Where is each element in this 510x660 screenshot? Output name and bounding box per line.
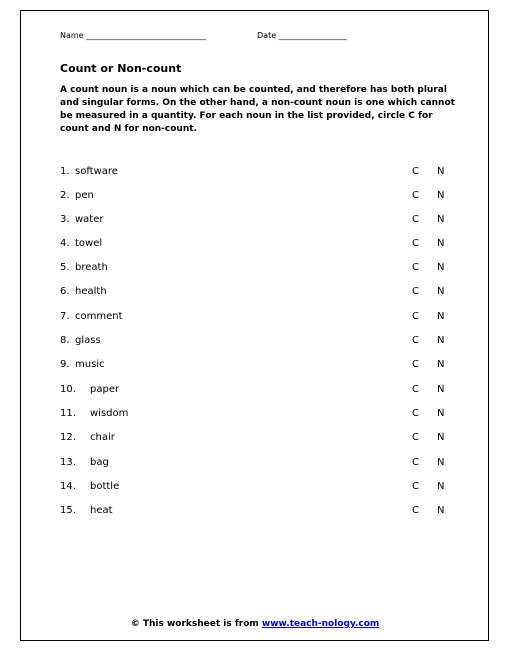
count-option[interactable]: C — [412, 457, 419, 468]
count-option[interactable]: C — [412, 166, 419, 177]
count-option[interactable]: C — [412, 286, 419, 297]
item-number: 14. — [60, 481, 76, 492]
count-option[interactable]: C — [412, 505, 419, 516]
count-option[interactable]: C — [412, 481, 419, 492]
instructions-paragraph: A count noun is a noun which can be counted, and therefore has both plural and singular forms. On the other hand, a non-count noun is one which cannot be measured in a quantity. For each noun in the list provided, circle C for count and N for non-count. — [60, 85, 455, 134]
item-word: glass — [75, 335, 101, 346]
item-number: 11. — [60, 408, 76, 419]
noun-item-1 — [60, 166, 460, 182]
item-number: 2. — [60, 190, 70, 201]
non-count-option[interactable]: N — [437, 359, 445, 370]
non-count-option[interactable]: N — [437, 286, 445, 297]
item-word: software — [75, 166, 118, 177]
name-field-label: Name ______________________________ — [60, 31, 207, 40]
count-option[interactable]: C — [412, 214, 419, 225]
item-number: 13. — [60, 457, 76, 468]
footer-credit — [0, 619, 510, 629]
item-word: wisdom — [90, 408, 129, 419]
non-count-option[interactable]: N — [437, 384, 445, 395]
non-count-option[interactable]: N — [437, 238, 445, 249]
item-word: health — [75, 286, 107, 297]
noun-item-4 — [60, 238, 460, 254]
item-word: breath — [75, 262, 108, 273]
item-number: 4. — [60, 238, 70, 249]
item-word: music — [75, 359, 105, 370]
non-count-option[interactable]: N — [437, 262, 445, 273]
noun-item-12 — [60, 432, 460, 448]
count-option[interactable]: C — [412, 335, 419, 346]
item-number: 1. — [60, 166, 70, 177]
non-count-option[interactable]: N — [437, 457, 445, 468]
noun-item-2 — [60, 190, 460, 206]
noun-item-7 — [60, 311, 460, 327]
non-count-option[interactable]: N — [437, 166, 445, 177]
item-number: 10. — [60, 384, 76, 395]
non-count-option[interactable]: N — [437, 481, 445, 492]
noun-item-9 — [60, 359, 460, 375]
item-word: water — [75, 214, 104, 225]
noun-item-5 — [60, 262, 460, 278]
count-option[interactable]: C — [412, 359, 419, 370]
noun-item-8 — [60, 335, 460, 351]
item-number: 15. — [60, 505, 76, 516]
noun-item-15 — [60, 505, 460, 521]
item-word: pen — [75, 190, 94, 201]
non-count-option[interactable]: N — [437, 408, 445, 419]
count-option[interactable]: C — [412, 384, 419, 395]
item-number: 6. — [60, 286, 70, 297]
noun-item-6 — [60, 286, 460, 302]
item-word: chair — [90, 432, 115, 443]
date-field-label: Date _________________ — [257, 31, 347, 40]
non-count-option[interactable]: N — [437, 335, 445, 346]
count-option[interactable]: C — [412, 432, 419, 443]
noun-item-11 — [60, 408, 460, 424]
non-count-option[interactable]: N — [437, 214, 445, 225]
item-word: bottle — [90, 481, 120, 492]
item-number: 8. — [60, 335, 70, 346]
count-option[interactable]: C — [412, 311, 419, 322]
noun-item-10 — [60, 384, 460, 400]
item-number: 9. — [60, 359, 70, 370]
item-word: towel — [75, 238, 103, 249]
noun-item-14 — [60, 481, 460, 497]
noun-item-13 — [60, 457, 460, 473]
item-number: 7. — [60, 311, 70, 322]
item-number: 5. — [60, 262, 70, 273]
non-count-option[interactable]: N — [437, 505, 445, 516]
count-option[interactable]: C — [412, 190, 419, 201]
item-word: comment — [75, 311, 123, 322]
non-count-option[interactable]: N — [437, 311, 445, 322]
worksheet-title: Count or Non-count — [60, 62, 182, 75]
item-number: 12. — [60, 432, 76, 443]
count-option[interactable]: C — [412, 262, 419, 273]
non-count-option[interactable]: N — [437, 432, 445, 443]
item-word: paper — [90, 384, 120, 395]
noun-item-3 — [60, 214, 460, 230]
item-word: bag — [90, 457, 109, 468]
item-word: heat — [90, 505, 113, 516]
count-option[interactable]: C — [412, 408, 419, 419]
footer-prefix: © This worksheet is from — [130, 619, 262, 629]
footer-link[interactable]: www.teach-nology.com — [261, 619, 380, 629]
non-count-option[interactable]: N — [437, 190, 445, 201]
item-number: 3. — [60, 214, 70, 225]
count-option[interactable]: C — [412, 238, 419, 249]
